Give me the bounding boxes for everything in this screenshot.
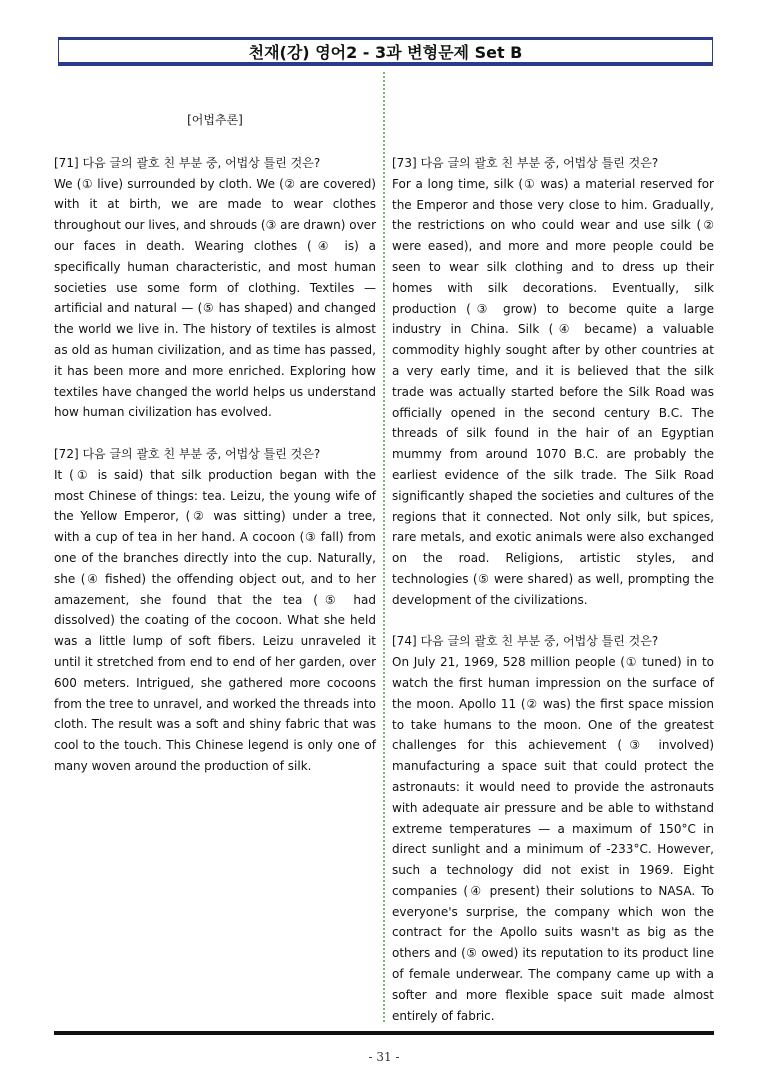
question-73 xyxy=(392,153,714,611)
right-column xyxy=(392,153,714,1047)
column-divider xyxy=(383,72,385,1022)
footer-rule xyxy=(54,1031,714,1035)
question-71 xyxy=(54,153,376,423)
question-74 xyxy=(392,631,714,1026)
question-passage: It (① is said) that silk production began with the most Chinese of things: tea. Leizu, the young wife of the Yellow Emperor, (② was sitting) under a tree, with a cup of tea in her hand. A cocoon (③ fall) from one of the branches directly into the cup. Naturally, she (④ fished) the offending object out, and to her amazement, she found that the tea (⑤ had dissolved) the coating of the cocoon. What she held was a little lump of soft fibers. Leizu unraveled it until it stretched from end to end of her garden, over 600 meters. Intrigued, she gathered more cocoons from the tree to unravel, and worked the threads into cloth. The result was a soft and shiny fabric that was cool to the touch. This Chinese legend is only one of many woven around the production of silk. xyxy=(54,467,376,773)
question-header: [74] 다음 글의 괄호 친 부분 중, 어법상 틀린 것은? xyxy=(392,634,659,649)
question-72 xyxy=(54,444,376,777)
question-passage: For a long time, silk (① was) a material reserved for the Emperor and those very close to him. Gradually, the restrictions on who could wear and use silk (② were eased), and more and more people could be seen to wear silk clothing and to dress up their homes with silk decorations. Eventually, silk production (③ grow) to become quite a large industry in China. Silk (④ became) a valuable commodity highly sought after by other countries at a very early time, and it is believed that the silk trade was actually started before the Silk Road was officially opened in the second century B.C. The threads of silk found in the hair of an Egyptian mummy from around 1070 B.C. are probably the earliest evidence of the silk trade. The Silk Road significantly shaped the societies and cultures of the regions that it connected. Not only silk, but spices, rare metals, and exotic animals were also exchanged on the road. Religions, artistic styles, and technologies (⑤ were shared) as well, prompting the development of the civilizations. xyxy=(392,176,714,607)
question-header: [71] 다음 글의 괄호 친 부분 중, 어법상 틀린 것은? xyxy=(54,155,321,170)
page-title-text: 천재(강) 영어2 - 3과 변형문제 Set B xyxy=(248,42,523,62)
left-column xyxy=(54,110,376,798)
question-passage: We (① live) surrounded by cloth. We (② are covered) with it at birth, we are made to wear clothes throughout our lives, and shrouds (③ are drawn) over our faces in death. Wearing clothes (④ is) a specifically human characteristic, and most human societies use some form of clothing. Textiles — artificial and natural — (⑤ has shaped) and changed the world we live in. The history of textiles is almost as old as human civilization, and as time has passed, it has been more and more enriched. Exploring how textiles have changed the world helps us understand how human civilization has evolved. xyxy=(54,176,376,420)
question-header: [73] 다음 글의 괄호 친 부분 중, 어법상 틀린 것은? xyxy=(392,156,659,170)
section-label: [어법추론] xyxy=(187,113,243,127)
page-title xyxy=(58,37,713,66)
page-number: - 31 - xyxy=(368,1050,400,1064)
question-header: [72] 다음 글의 괄호 친 부분 중, 어법상 틀린 것은? xyxy=(54,446,321,461)
question-passage: On July 21, 1969, 528 million people (① tuned) in to watch the first human impression on the surface of the moon. Apollo 11 (② was) the first space mission to take humans to the moon. One of the greatest challenges for this achievement (③ involved) manufacturing a space suit that could protect the astronauts: it would need to provide the astronauts with adequate air pressure and be able to withstand extreme temperatures — a maximum of 150°C in direct sunlight and a minimum of -233°C. However, such a technology did not exist in 1969. Eight companies (④ present) their solutions to NASA. To everyone's surprise, the company which won the contract for the Apollo suits wasn't as big as the others and (⑤ owed) its reputation to its product line of female underwear. The company came up with a softer and more flexible space suit made almost entirely of fabric. xyxy=(392,655,714,1023)
